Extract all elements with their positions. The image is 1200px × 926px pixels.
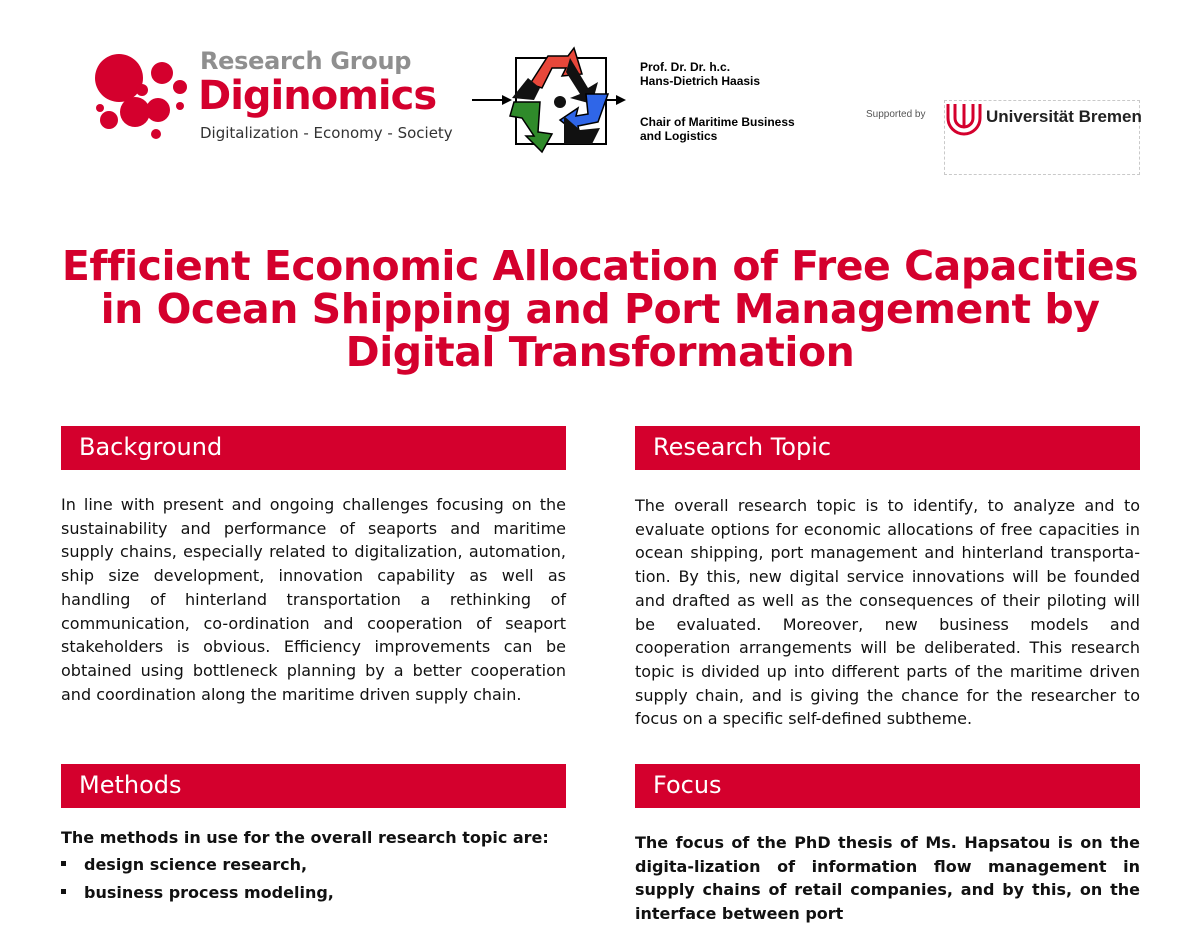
- title-line-2: in Ocean Shipping and Port Management by: [100, 285, 1100, 333]
- research-group-label: Research Group: [200, 47, 412, 75]
- university-crest-icon: [946, 102, 982, 138]
- methods-intro: The methods in use for the overall research topic are:: [61, 828, 549, 847]
- focus-text: The focus of the PhD thesis of Ms. Hapsatou is on the digita-lization of information flow management in supply chains of retail companies, and by this, on the interface between port: [635, 833, 1140, 924]
- chair-name-line2: and Logistics: [640, 129, 718, 143]
- diginomics-logo: [92, 48, 192, 143]
- bullet-icon: [61, 861, 66, 866]
- focus-heading: Focus: [635, 764, 1140, 808]
- bullet-icon: [61, 889, 66, 894]
- methods-item: [61, 883, 334, 902]
- research-topic-text: The overall research topic is to identify, to analyze and to evaluate options for economic allocations of free capacities in ocean shipping, port management and hinterland transporta-tion. By this, new digital service innovations will be founded and drafted as well as the consequences of their piloting will be evaluated. Moreover, new business models and cooperation arrangements will be deliberated. This research topic is divided up into different parts of the maritime driven supply chain, and is giving the chance for the researcher to focus on a specific self-defined subtheme.: [635, 496, 1140, 729]
- chair-name-line1: Chair of Maritime Business: [640, 115, 795, 129]
- supported-by-label: Supported by: [866, 109, 926, 120]
- methods-item-label: design science research,: [84, 855, 308, 874]
- poster-title: [40, 242, 1160, 376]
- methods-heading: Methods: [61, 764, 566, 808]
- chair-professor-name: Hans-Dietrich Haasis: [640, 74, 761, 88]
- methods-item: [61, 855, 307, 874]
- background-text: In line with present and ongoing challenges focusing on the sustainability and performance of seaports and maritime supply chains, especially related to digitalization, automation, ship size development, innovation capability as well as handling of hinterland transportation a rethinking of communication, co-ordination and cooperation of seaport stakeholders is obvious. Efficiency improvements can be obtained using bottleneck planning by a better cooperation and coordination along the maritime driven supply chain.: [61, 495, 566, 704]
- recycle-icon: [470, 44, 630, 159]
- background-heading: Background: [61, 426, 566, 470]
- chair-professor-title: Prof. Dr. Dr. h.c.: [640, 60, 731, 74]
- bubbles-icon: [92, 48, 192, 143]
- title-line-3: Digital Transformation: [345, 328, 855, 376]
- recycle-logo: [470, 44, 630, 159]
- research-topic-heading: Research Topic: [635, 426, 1140, 470]
- title-line-1: Efficient Economic Allocation of Free Capacities: [61, 242, 1139, 290]
- diginomics-tagline: Digitalization - Economy - Society: [200, 124, 453, 142]
- university-name: Universität Bremen: [986, 107, 1142, 126]
- diginomics-wordmark: Diginomics: [198, 73, 437, 119]
- methods-item-label: business process modeling,: [84, 883, 334, 902]
